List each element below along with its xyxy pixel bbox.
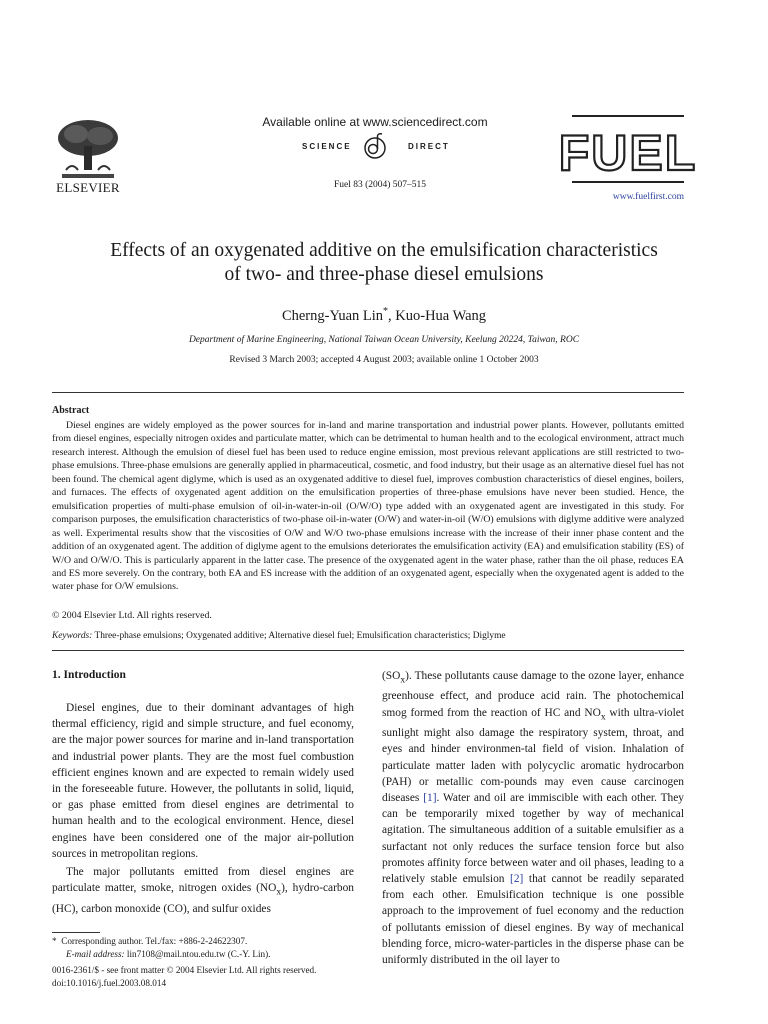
intro-paragraph-1: Diesel engines, due to their dominant advantages of high thermal efficiency, rigid and simple structure, and fuel economy, are the major power sources for marine and in-land transportation and industrial power plants. They are the most fuel combustion efficient engines known and are expected to remain widely used in the foreseeable future. However, the pollutants in solid, liquid, or gas phase emitted from diesel engines are detrimental to human health and to the ecological environment. Hence, diesel engines have been considered one of the major air-pollution sources in metropolitan regions. [52,702,354,860]
author-2: Kuo-Hua Wang [395,307,487,324]
sciencedirect-d-icon [358,132,392,160]
issn-line: 0016-2361/$ - see front matter © 2004 Elsevier Ltd. All rights reserved. [52,965,317,975]
article-title [40,239,728,287]
sciencedirect-logo [298,132,468,160]
article-dates: Revised 3 March 2003; accepted 4 August 2003; available online 1 October 2003 [229,355,539,365]
author-separator: , [388,307,392,324]
reference-link-2[interactable]: [2] [510,873,524,885]
journal-reference: Fuel 83 (2004) 507–515 [333,180,427,190]
author-list [160,306,608,325]
keywords-list: Three-phase emulsions; Oxygenated additive; Alternative diesel fuel; Emulsification characteristics; Diglyme [94,631,506,641]
abstract-copyright: © 2004 Elsevier Ltd. All rights reserved. [52,610,212,621]
abstract-body: Diesel engines are widely employed as the power sources for in-land and marine transportation and industrial power plants. However, pollutants emitted from diesel engines, especially nitrogen oxides and particulate matter, which can be detrimental to human health and to the ecological environment, attract much research interest. Although the emulsion of diesel fuel has been used to reduce engine emission, most previous relevant applications are still restricted to two-phase emulsions. Three-phase emulsions are generally applied in pharmaceutical, cosmetic, and food industry, but their usage as an alternative diesel fuel has not been found. The chemical agent diglyme, which is used as an oxygenated additive to diesel fuel, improves combustion characteristics of diesel engines, boilers, and furnaces. The effects of oxygenated agent addition on the emulsification properties of three-phase emulsions have never been studied. Hence, the emulsification properties of multi-phase emulsion of oil-in-water-in-oil (O/W/O) type added with an oxygenated agent are investigated in this study. For comparison purposes, the emulsification characteristics of two-phase oil-in-water (O/W) and water-in-oil (W/O) emulsions with diglyme additive were analyzed as well. Experimental results show that the viscosities of O/W and W/O two-phase emulsions increase with the increase of their inner phase content and the addition of an oxygenated agent. The addition of diglyme agent to the emulsions deteriorates the emulsification activity (EA) and emulsification stability (ES) of W/O and O/W/O. This is particularly apparent in the latter case. The presence of the oxygenated agent in the water phase, rather than the oil phase, reduces EA and ES more severely. On the contrary, both EA and ES increase with the addition of an oxygenated agent, especially when the oxygenated agent is added to the water phase for O/W emulsions. [52,420,684,593]
abstract-bottom-rule [52,650,684,651]
article-front-matter [52,964,372,989]
corresponding-author-mark[interactable]: * [383,306,389,317]
keywords [52,631,684,641]
email-label: E-mail address: [66,948,125,959]
abstract-heading: Abstract [52,405,90,416]
right-column-text [382,668,684,968]
corresponding-author-note: Corresponding author. Tel./fax: +886-2-24622307. [61,936,248,946]
author-1: Cherng-Yuan Lin [281,307,384,324]
affiliation: Department of Marine Engineering, National Taiwan Ocean University, Keelung 20224, Taiwan, ROC [188,335,580,345]
section-heading-introduction: 1. Introduction [52,669,126,681]
title-line-1: Effects of an oxygenated additive on the emulsification characteristics [110,240,658,261]
sciencedirect-left-text: SCIENCE [302,142,352,151]
elsevier-tree-logo [52,116,124,180]
left-column-text [52,700,354,919]
doi-line[interactable]: doi:10.1016/j.fuel.2003.08.014 [52,977,167,988]
footnote-rule [52,932,100,933]
keywords-label: Keywords: [52,631,93,641]
author-email[interactable]: lin7108@mail.ntou.edu.tw (C.-Y. Lin). [126,948,271,959]
abstract-top-rule [52,392,684,393]
reference-link-1[interactable]: [1] [423,791,437,804]
sciencedirect-right-text: DIRECT [408,142,450,151]
fuel-journal-logo [558,114,698,184]
title-line-2: of two- and three-phase diesel emulsions [224,264,544,285]
fuel-logo-text: FUEL [558,125,698,181]
available-online-text: Available online at www.sciencedirect.com [262,115,488,129]
footnote [52,935,354,960]
publisher-name: ELSEVIER [56,180,120,195]
journal-url-link[interactable]: www.fuelfirst.com [612,192,684,202]
intro-paragraph-2-continued: $(SO_x)$. These pollutants cause damage to the ozone layer, enhance greenhouse effect, and produce acid rain. The photochemical smog formed from the reaction of HC and $NO_x$ with ultra-violet sunlight might also damage the respiratory system, throat, and eyes and hinder environmen-tal field of vision. Inhalation of particulate matter laden with polycyclic aromatic hydrocarbon (PAH) or metallic com-pounds may even cause carcinogen diseases [1]. Water and oil are immiscible with each other. They can be temporarily mixed together by way of mechanical agitation. The simultaneous addition of a suitable emulsifier as a surfactant not only reduces the surface tension force but also promotes affinity force between water and oil phases, leading to a relatively stable emulsion [2] that cannot be readily separated from each other. Emulsification technique is one possible approach to the improvement of fuel economy and the reduction of pollutants emission of diesel engines. By way of mechanical blending force, micro-water-particles in the disperse phase can be uniformly distributed in the oil layer to [382,670,684,967]
intro-paragraph-2: The major pollutants emitted from diesel engines are particulate matter, smoke, nitrogen oxides $(NO_x)$, hydro-carbon (HC), carbon monoxide (CO), and sulfur oxides [52,866,354,915]
footnote-mark: * [52,936,57,946]
